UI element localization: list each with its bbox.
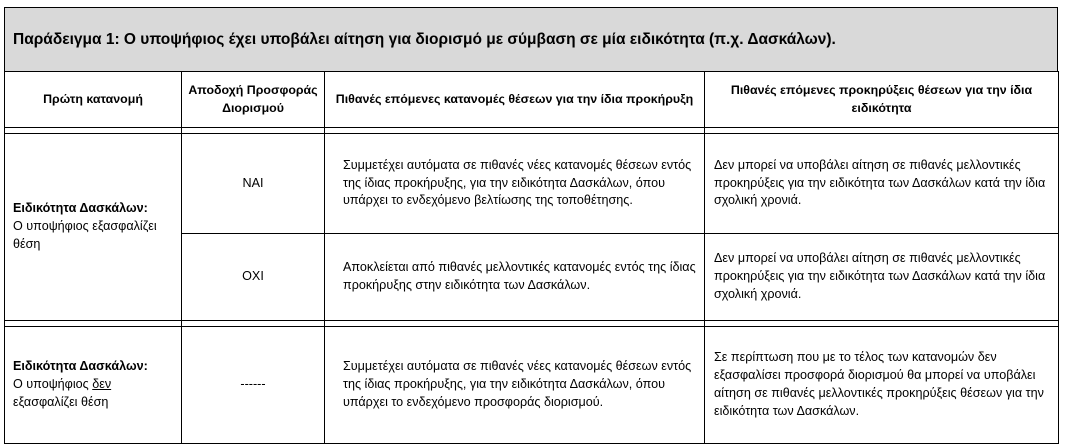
next-call-cell: Δεν μπορεί να υποβάλει αίτηση σε πιθανές μελλοντικές προκηρύξεις για την ειδικότητα των Δασκάλων κατά την ίδια σχολική χρονιά.: [705, 234, 1059, 321]
table-row: [5, 134, 1059, 234]
acceptance-cell: ΝΑΙ: [182, 134, 325, 234]
acceptance-cell: ------: [182, 327, 325, 444]
first-allocation-cell: [5, 134, 182, 321]
specialty-label: Ειδικότητα Δασκάλων:: [13, 201, 148, 216]
acceptance-cell: ΟΧΙ: [182, 234, 325, 321]
header-first-allocation: Πρώτη κατανομή: [5, 72, 182, 128]
next-call-cell: Δεν μπορεί να υποβάλει αίτηση σε πιθανές μελλοντικές προκηρύξεις για την ειδικότητα των Δασκάλων κατά την ίδια σχολική χρονιά.: [705, 134, 1059, 234]
example-title: [4, 7, 1058, 72]
table-header-row: [5, 72, 1059, 128]
header-acceptance: Αποδοχή Προσφοράς Διορισμού: [182, 72, 325, 128]
next-allocation-cell: Αποκλείεται από πιθανές μελλοντικές κατανομές εντός της ίδιας προκήρυξης στην ειδικότητα των Δασκάλων.: [325, 234, 705, 321]
next-call-cell: Σε περίπτωση που με το τέλος των κατανομών δεν εξασφαλίσει προσφορά διορισμού θα μπορεί να υποβάλει αίτηση σε πιθανές μελλοντικές προκηρύξεις θέσεων για την ειδικότητα των Δασκάλων.: [705, 327, 1059, 444]
header-next-calls: Πιθανές επόμενες προκηρύξεις θέσεων για την ίδια ειδικότητα: [705, 72, 1059, 128]
specialty-label: Ειδικότητα Δασκάλων:: [13, 359, 148, 374]
first-allocation-text: Ο υποψήφιος εξασφαλίζει θέση: [13, 219, 157, 251]
allocation-table: [4, 71, 1059, 444]
example-title-text: Παράδειγμα 1: Ο υποψήφιος έχει υποβάλει αίτηση για διορισμό με σύμβαση σε μία ειδικότητα (π.χ. Δασκάλων).: [13, 30, 836, 48]
header-next-allocations: Πιθανές επόμενες κατανομές θέσεων για την ίδια προκήρυξη: [325, 72, 705, 128]
next-allocation-cell: Συμμετέχει αυτόματα σε πιθανές νέες κατανομές θέσεων εντός της ίδιας προκήρυξης, για την ειδικότητα Δασκάλων, όπου υπάρχει το ενδεχόμενο προσφοράς διορισμού.: [325, 327, 705, 444]
first-allocation-text: Ο υποψήφιος δεν εξασφαλίζει θέση: [13, 377, 112, 409]
next-allocation-cell: Συμμετέχει αυτόματα σε πιθανές νέες κατανομές θέσεων εντός της ίδιας προκήρυξης, για την ειδικότητα Δασκάλων, όπου υπάρχει το ενδεχόμενο βελτίωσης της τοποθέτησης.: [325, 134, 705, 234]
underlined-negation: δεν: [92, 377, 112, 392]
first-allocation-cell: [5, 327, 182, 444]
table-row: [5, 327, 1059, 444]
